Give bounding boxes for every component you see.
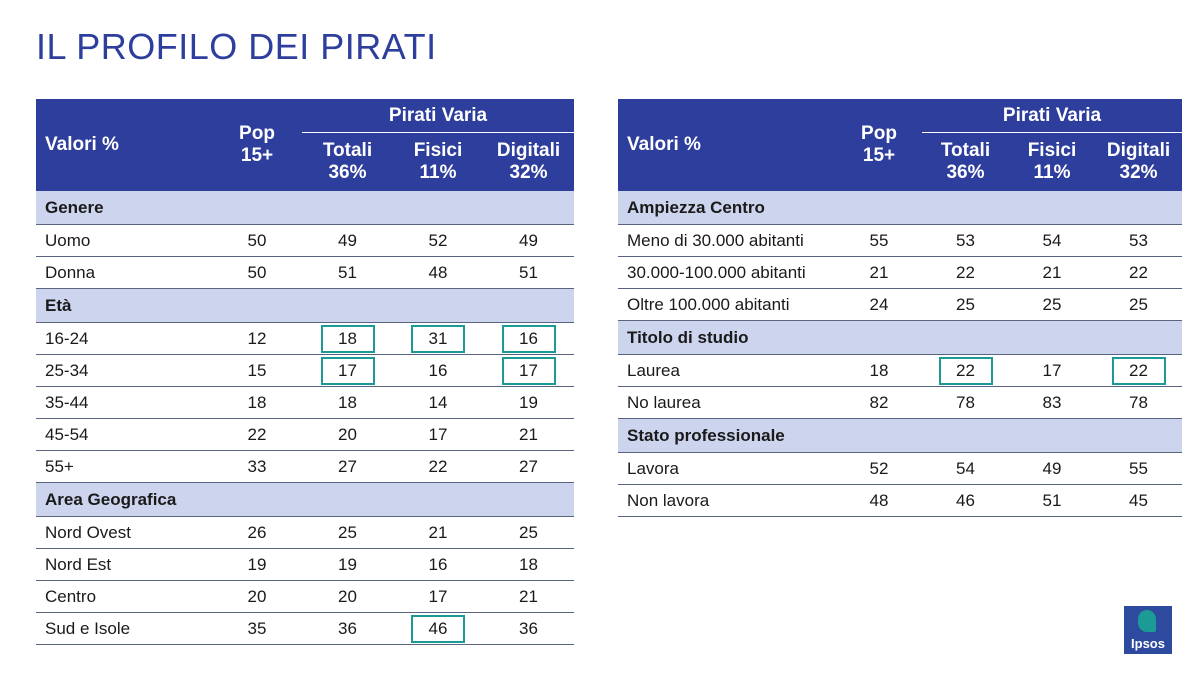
value-cell <box>1009 257 1095 289</box>
table-body <box>36 191 574 645</box>
value-cell <box>483 451 574 483</box>
value-cell <box>483 419 574 451</box>
table-row <box>36 517 574 549</box>
value-cell <box>922 289 1009 321</box>
cell-value: 20 <box>338 586 357 606</box>
value-cell <box>302 451 393 483</box>
table-header <box>36 99 574 191</box>
cell-value: 25 <box>519 522 538 542</box>
value-cell <box>1009 225 1095 257</box>
value-cell <box>302 613 393 645</box>
value-cell <box>302 581 393 613</box>
header-pop-label: Pop 15+ <box>239 123 275 166</box>
cell-value: 51 <box>338 262 357 282</box>
header-pop <box>836 99 922 191</box>
row-label: 30.000-100.000 abitanti <box>618 257 836 289</box>
cell-value: 50 <box>247 230 267 250</box>
cell-value: 19 <box>519 392 538 412</box>
section-title: Genere <box>36 191 574 225</box>
section-row <box>36 483 574 517</box>
value-cell <box>922 355 1009 387</box>
row-label: No laurea <box>618 387 836 419</box>
header-col-digitali: Digitali 32% <box>483 133 574 192</box>
value-cell <box>393 257 483 289</box>
value-cell <box>212 355 302 387</box>
value-cell <box>836 257 922 289</box>
cell-value: 21 <box>519 424 538 444</box>
cell-value: 18 <box>869 360 889 380</box>
table-row <box>618 289 1182 321</box>
cell-value: 52 <box>869 458 889 478</box>
value-cell <box>302 355 393 387</box>
table-row <box>618 225 1182 257</box>
value-cell <box>836 453 922 485</box>
cell-value: 20 <box>338 424 357 444</box>
header-group: Pirati Varia <box>922 99 1182 133</box>
value-cell <box>922 387 1009 419</box>
value-cell <box>836 485 922 517</box>
cell-value: 25 <box>1042 294 1062 314</box>
page-title: IL PROFILO DEI PIRATI <box>36 26 437 67</box>
value-cell <box>212 613 302 645</box>
row-label: Lavora <box>618 453 836 485</box>
cell-value: 16 <box>428 360 448 380</box>
header-col-totali: Totali 36% <box>922 133 1009 192</box>
value-cell <box>1009 485 1095 517</box>
table-row <box>36 355 574 387</box>
highlight-box <box>321 357 375 385</box>
cell-value: 21 <box>1042 262 1062 282</box>
value-cell <box>212 323 302 355</box>
value-cell <box>302 419 393 451</box>
value-cell <box>393 581 483 613</box>
profile-table-left <box>36 99 574 645</box>
value-cell <box>393 323 483 355</box>
row-label: Non lavora <box>618 485 836 517</box>
section-title: Stato professionale <box>618 419 1182 453</box>
value-cell <box>922 453 1009 485</box>
value-cell <box>393 549 483 581</box>
header-pop <box>212 99 302 191</box>
table-row <box>36 613 574 645</box>
value-cell <box>212 387 302 419</box>
row-label: 16-24 <box>36 323 212 355</box>
cell-value: 25 <box>338 522 357 542</box>
cell-value: 36 <box>519 618 538 638</box>
value-cell <box>212 225 302 257</box>
table-row <box>36 225 574 257</box>
cell-value: 17 <box>338 360 357 380</box>
cell-value: 53 <box>1129 230 1148 250</box>
row-label: 25-34 <box>36 355 212 387</box>
header-pop-label: Pop 15+ <box>861 123 897 166</box>
value-cell <box>393 613 483 645</box>
cell-value: 21 <box>519 586 538 606</box>
cell-value: 83 <box>1042 392 1062 412</box>
highlight-box <box>1112 357 1166 385</box>
table-row <box>36 419 574 451</box>
cell-value: 35 <box>247 618 267 638</box>
value-cell <box>393 419 483 451</box>
cell-value: 53 <box>956 230 975 250</box>
cell-value: 46 <box>428 618 448 638</box>
value-cell <box>393 387 483 419</box>
value-cell <box>302 225 393 257</box>
highlight-box <box>502 325 556 353</box>
value-cell <box>1095 387 1182 419</box>
cell-value: 33 <box>247 456 267 476</box>
row-label: Sud e Isole <box>36 613 212 645</box>
section-title: Area Geografica <box>36 483 574 517</box>
value-cell <box>483 387 574 419</box>
cell-value: 54 <box>1042 230 1062 250</box>
value-cell <box>483 613 574 645</box>
header-col-digitali: Digitali 32% <box>1095 133 1182 192</box>
header-group: Pirati Varia <box>302 99 574 133</box>
cell-value: 12 <box>247 328 267 348</box>
cell-value: 25 <box>956 294 975 314</box>
cell-value: 21 <box>428 522 448 542</box>
value-cell <box>922 257 1009 289</box>
cell-value: 21 <box>869 262 889 282</box>
profile-table-right <box>618 99 1182 517</box>
highlight-box <box>939 357 993 385</box>
value-cell <box>836 387 922 419</box>
highlight-box <box>411 325 465 353</box>
cell-value: 36 <box>338 618 357 638</box>
value-cell <box>483 549 574 581</box>
table-row <box>36 451 574 483</box>
cell-value: 17 <box>428 424 448 444</box>
value-cell <box>212 581 302 613</box>
value-cell <box>212 517 302 549</box>
value-cell <box>212 419 302 451</box>
cell-value: 18 <box>247 392 267 412</box>
row-label: Uomo <box>36 225 212 257</box>
cell-value: 20 <box>247 586 267 606</box>
table-row <box>36 387 574 419</box>
highlight-box <box>502 357 556 385</box>
table-row <box>618 387 1182 419</box>
row-label: Laurea <box>618 355 836 387</box>
value-cell <box>302 323 393 355</box>
cell-value: 27 <box>338 456 357 476</box>
value-cell <box>393 517 483 549</box>
cell-value: 22 <box>247 424 267 444</box>
section-title: Età <box>36 289 574 323</box>
header-col-totali: Totali 36% <box>302 133 393 192</box>
cell-value: 22 <box>1129 262 1148 282</box>
cell-value: 17 <box>428 586 448 606</box>
cell-value: 16 <box>519 328 538 348</box>
cell-value: 48 <box>869 490 889 510</box>
header-col-fisici: Fisici 11% <box>1009 133 1095 192</box>
section-row <box>36 289 574 323</box>
cell-value: 51 <box>1042 490 1062 510</box>
value-cell <box>393 225 483 257</box>
row-label: Centro <box>36 581 212 613</box>
cell-value: 18 <box>519 554 538 574</box>
table-row <box>618 485 1182 517</box>
table-row <box>618 453 1182 485</box>
value-cell <box>483 517 574 549</box>
value-cell <box>483 225 574 257</box>
cell-value: 27 <box>519 456 538 476</box>
header-col-fisici: Fisici 11% <box>393 133 483 192</box>
row-label: Oltre 100.000 abitanti <box>618 289 836 321</box>
value-cell <box>393 355 483 387</box>
value-cell <box>1009 453 1095 485</box>
value-cell <box>483 581 574 613</box>
section-title: Titolo di studio <box>618 321 1182 355</box>
value-cell <box>836 289 922 321</box>
cell-value: 55 <box>1129 458 1148 478</box>
cell-value: 55 <box>869 230 889 250</box>
value-cell <box>1009 355 1095 387</box>
cell-value: 26 <box>247 522 267 542</box>
table-row <box>36 581 574 613</box>
cell-value: 45 <box>1129 490 1148 510</box>
value-cell <box>1095 289 1182 321</box>
row-label: Meno di 30.000 abitanti <box>618 225 836 257</box>
cell-value: 19 <box>338 554 357 574</box>
value-cell <box>1095 225 1182 257</box>
cell-value: 78 <box>956 392 975 412</box>
cell-value: 49 <box>519 230 538 250</box>
value-cell <box>836 355 922 387</box>
cell-value: 24 <box>869 294 889 314</box>
value-cell <box>302 517 393 549</box>
ipsos-logo <box>1124 606 1172 654</box>
value-cell <box>836 225 922 257</box>
cell-value: 82 <box>869 392 889 412</box>
value-cell <box>1095 485 1182 517</box>
cell-value: 16 <box>428 554 448 574</box>
cell-value: 18 <box>338 392 357 412</box>
cell-value: 19 <box>247 554 267 574</box>
cell-value: 17 <box>519 360 538 380</box>
highlight-box <box>411 615 465 643</box>
cell-value: 48 <box>428 262 448 282</box>
table-header <box>618 99 1182 191</box>
cell-value: 22 <box>428 456 448 476</box>
row-label: Nord Est <box>36 549 212 581</box>
section-title: Ampiezza Centro <box>618 191 1182 225</box>
value-cell <box>922 225 1009 257</box>
cell-value: 52 <box>428 230 448 250</box>
row-label: 45-54 <box>36 419 212 451</box>
value-cell <box>393 451 483 483</box>
value-cell <box>212 451 302 483</box>
row-label: 35-44 <box>36 387 212 419</box>
header-label: Valori % <box>36 99 212 191</box>
ipsos-logo-text: Ipsos <box>1131 636 1165 651</box>
table-row <box>618 257 1182 289</box>
value-cell <box>302 387 393 419</box>
table-row <box>36 257 574 289</box>
cell-value: 46 <box>956 490 975 510</box>
cell-value: 22 <box>956 360 975 380</box>
cell-value: 18 <box>338 328 357 348</box>
cell-value: 49 <box>1042 458 1062 478</box>
value-cell <box>1009 387 1095 419</box>
value-cell <box>1009 289 1095 321</box>
ipsos-logo-mark-icon <box>1138 610 1156 632</box>
value-cell <box>483 355 574 387</box>
row-label: 55+ <box>36 451 212 483</box>
value-cell <box>302 549 393 581</box>
section-row <box>618 191 1182 225</box>
section-row <box>618 321 1182 355</box>
cell-value: 50 <box>247 262 267 282</box>
cell-value: 25 <box>1129 294 1148 314</box>
cell-value: 49 <box>338 230 357 250</box>
row-label: Donna <box>36 257 212 289</box>
cell-value: 51 <box>519 262 538 282</box>
value-cell <box>212 549 302 581</box>
cell-value: 31 <box>428 328 448 348</box>
cell-value: 22 <box>1129 360 1148 380</box>
cell-value: 22 <box>956 262 975 282</box>
table-row <box>36 549 574 581</box>
cell-value: 14 <box>428 392 448 412</box>
value-cell <box>1095 257 1182 289</box>
value-cell <box>483 257 574 289</box>
section-row <box>36 191 574 225</box>
value-cell <box>212 257 302 289</box>
section-row <box>618 419 1182 453</box>
value-cell <box>1095 453 1182 485</box>
header-label: Valori % <box>618 99 836 191</box>
highlight-box <box>321 325 375 353</box>
table-row <box>36 323 574 355</box>
table-body <box>618 191 1182 517</box>
cell-value: 17 <box>1042 360 1062 380</box>
value-cell <box>922 485 1009 517</box>
value-cell <box>1095 355 1182 387</box>
cell-value: 15 <box>247 360 267 380</box>
table-row <box>618 355 1182 387</box>
row-label: Nord Ovest <box>36 517 212 549</box>
cell-value: 54 <box>956 458 975 478</box>
value-cell <box>302 257 393 289</box>
value-cell <box>483 323 574 355</box>
cell-value: 78 <box>1129 392 1148 412</box>
